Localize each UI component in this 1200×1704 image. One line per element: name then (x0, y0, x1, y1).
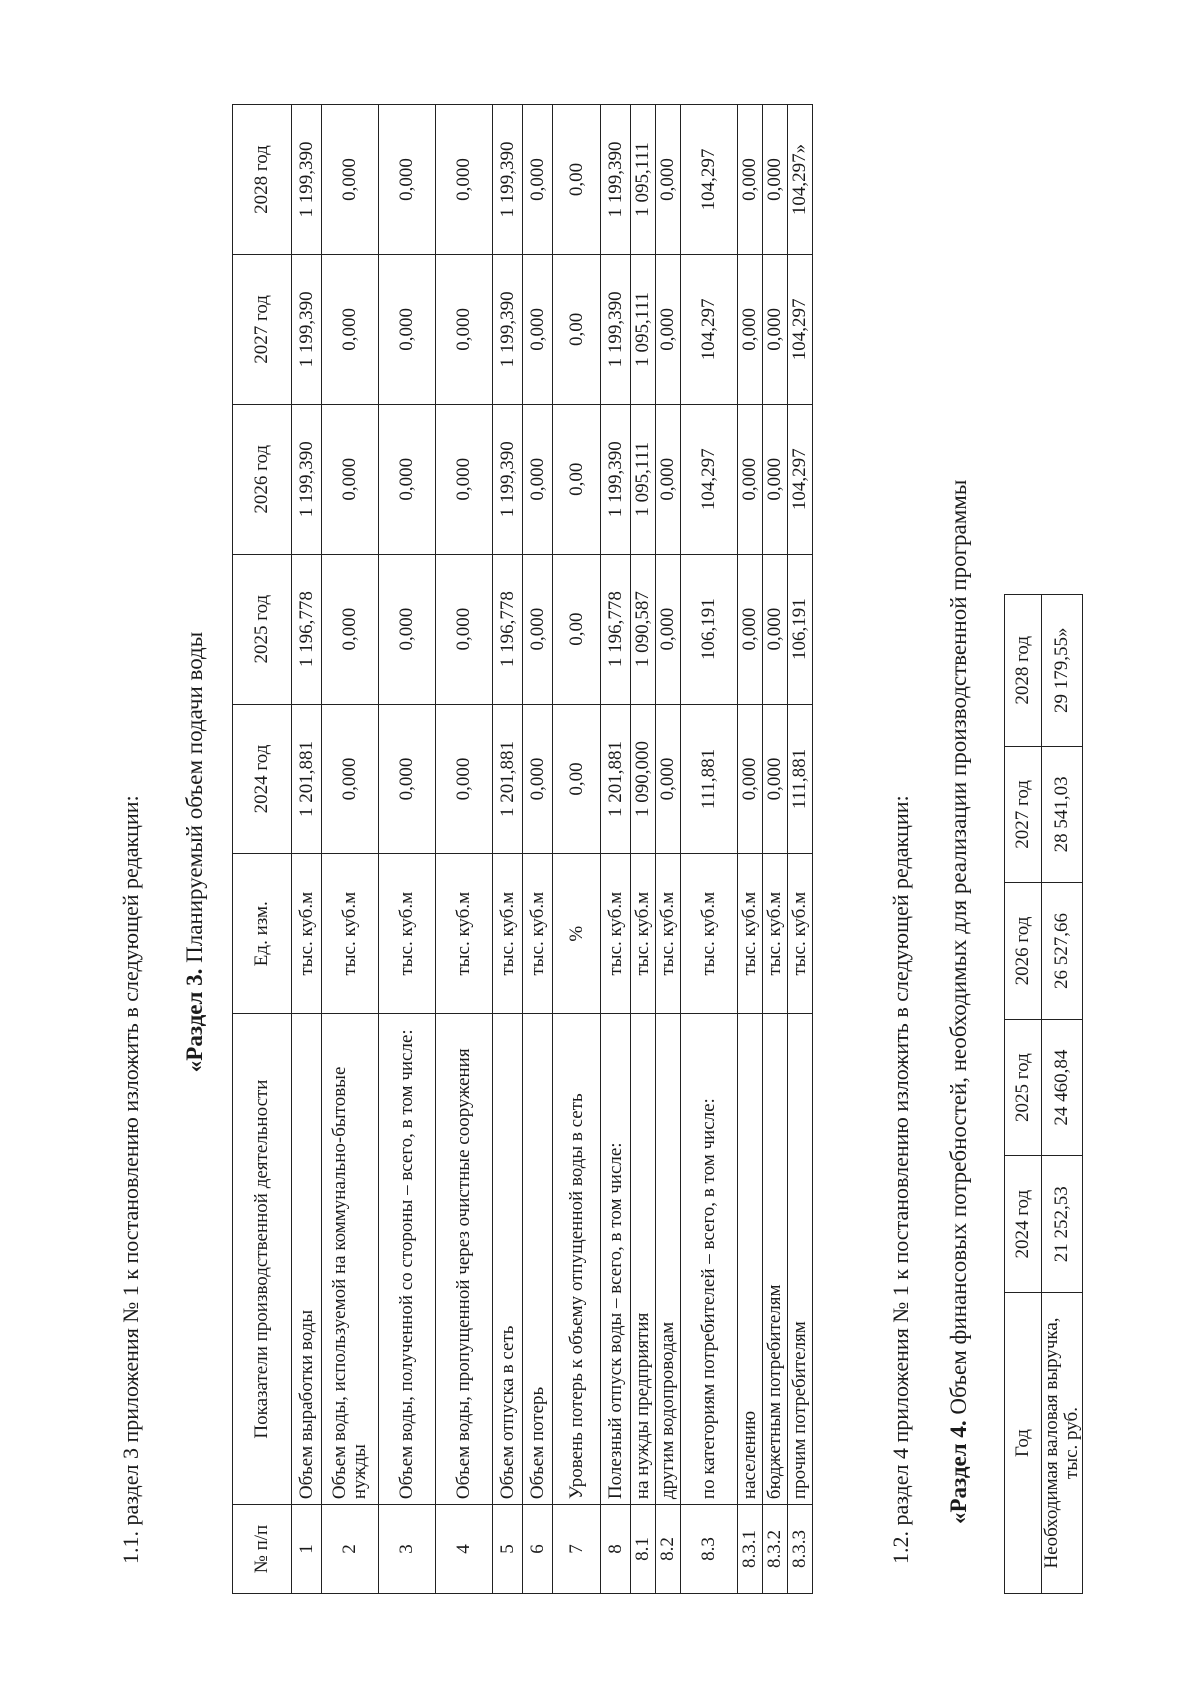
value-cell: 1 090,587 (631, 554, 656, 704)
value-cell: 104,297 (788, 404, 813, 554)
indicator-name: Объем воды, полученной со стороны – всего, в том числе: (379, 1014, 436, 1505)
section-3-title: Планируемый объем подачи воды (182, 631, 207, 969)
value-cell: 26 527,66 (1042, 883, 1083, 1020)
row-number: 6 (523, 1505, 553, 1594)
indicator-name: Полезный отпуск воды – всего, в том числе: (601, 1014, 631, 1505)
row-number: 3 (379, 1505, 436, 1594)
indicator-name: Объем воды, используемой на коммунально-бытовые нужды (322, 1014, 379, 1505)
value-cell: 106,191 (788, 554, 813, 704)
indicator-name: Объем выработки воды (292, 1014, 322, 1505)
table-row (322, 105, 379, 1594)
value-cell: 0,000 (379, 704, 436, 854)
value-cell: 0,00 (553, 554, 601, 704)
value-cell: 0,000 (523, 105, 553, 255)
table-row (681, 105, 738, 1594)
unit-cell: тыс. куб.м (523, 854, 553, 1014)
value-cell: 1 199,390 (601, 105, 631, 255)
value-cell: 0,000 (763, 254, 788, 404)
value-cell: 106,191 (681, 554, 738, 704)
value-cell: 0,000 (379, 254, 436, 404)
row-number: 4 (436, 1505, 493, 1594)
section-4-title: Объем финансовых потребностей, необходимых для реализации производственной программы (946, 479, 971, 1421)
section-3-label: «Раздел 3. (182, 968, 207, 1073)
table-header-cell: 2026 год (233, 404, 292, 554)
unit-cell: тыс. куб.м (788, 854, 813, 1014)
unit-cell: тыс. куб.м (763, 854, 788, 1014)
value-cell: 1 095,111 (631, 404, 656, 554)
indicator-name: Объем потерь (523, 1014, 553, 1505)
value-cell: 24 460,84 (1042, 1019, 1083, 1156)
table-header-row (1005, 595, 1042, 1594)
value-cell: 0,000 (523, 554, 553, 704)
indicator-name: на нужды предприятия (631, 1014, 656, 1505)
value-cell: 1 196,778 (493, 554, 523, 704)
indicator-name: по категориям потребителей – всего, в том числе: (681, 1014, 738, 1505)
value-cell: 0,000 (738, 105, 763, 255)
value-cell: 0,000 (763, 554, 788, 704)
value-cell: 0,000 (656, 704, 681, 854)
value-cell: 104,297 (681, 254, 738, 404)
value-cell: 0,000 (436, 105, 493, 255)
table-header-cell: 2028 год (1005, 595, 1042, 747)
table-header-cell: 2025 год (233, 554, 292, 704)
table-header-cell: 2027 год (233, 254, 292, 404)
table-header-cell: 2024 год (233, 704, 292, 854)
unit-cell: % (553, 854, 601, 1014)
indicator-name: другим водопроводам (656, 1014, 681, 1505)
water-supply-table (232, 104, 813, 1594)
row-number: 8.3.1 (738, 1505, 763, 1594)
value-cell: 0,000 (738, 254, 763, 404)
financial-needs-table (1004, 594, 1083, 1594)
row-number: 2 (322, 1505, 379, 1594)
value-cell: 0,000 (763, 404, 788, 554)
value-cell: 104,297 (681, 404, 738, 554)
row-number: 8.3.3 (788, 1505, 813, 1594)
row-label: Необходимая валовая выручка, тыс. руб. (1042, 1293, 1083, 1594)
section-3-heading (182, 0, 208, 1704)
value-cell: 1 199,390 (493, 404, 523, 554)
indicator-name: Объем воды, пропущенной через очистные сооружения (436, 1014, 493, 1505)
table-header-row (233, 105, 292, 1594)
value-cell: 0,000 (763, 704, 788, 854)
value-cell: 0,000 (656, 404, 681, 554)
value-cell: 0,000 (523, 254, 553, 404)
value-cell: 0,000 (738, 404, 763, 554)
table-header-cell: 2025 год (1005, 1019, 1042, 1156)
unit-cell: тыс. куб.м (738, 854, 763, 1014)
value-cell: 0,000 (322, 704, 379, 854)
value-cell: 1 090,000 (631, 704, 656, 854)
value-cell: 0,00 (553, 254, 601, 404)
table-row (1042, 595, 1083, 1594)
value-cell: 0,000 (379, 105, 436, 255)
table-header-cell: Год (1005, 1293, 1042, 1594)
value-cell: 0,000 (656, 254, 681, 404)
table-row (553, 105, 601, 1594)
value-cell: 0,00 (553, 404, 601, 554)
value-cell: 1 199,390 (292, 105, 322, 255)
unit-cell: тыс. куб.м (601, 854, 631, 1014)
unit-cell: тыс. куб.м (493, 854, 523, 1014)
value-cell: 1 196,778 (292, 554, 322, 704)
table-header-cell: 2024 год (1005, 1156, 1042, 1293)
table-row (523, 105, 553, 1594)
value-cell: 0,000 (379, 404, 436, 554)
table-row (631, 105, 656, 1594)
section-4-label: «Раздел 4. (946, 1420, 971, 1524)
value-cell: 28 541,03 (1042, 746, 1083, 883)
table-row (493, 105, 523, 1594)
value-cell: 0,000 (322, 554, 379, 704)
value-cell: 1 199,390 (292, 254, 322, 404)
table-header-cell: 2028 год (233, 105, 292, 255)
value-cell: 1 199,390 (493, 254, 523, 404)
value-cell: 104,297 (681, 105, 738, 255)
unit-cell: тыс. куб.м (379, 854, 436, 1014)
value-cell: 1 199,390 (601, 404, 631, 554)
value-cell: 0,000 (656, 105, 681, 255)
value-cell: 0,000 (523, 704, 553, 854)
value-cell: 0,000 (738, 704, 763, 854)
unit-cell: тыс. куб.м (436, 854, 493, 1014)
value-cell: 104,297» (788, 105, 813, 255)
table-row (763, 105, 788, 1594)
value-cell: 1 095,111 (631, 105, 656, 255)
table-header-cell: 2027 год (1005, 746, 1042, 883)
value-cell: 1 201,881 (601, 704, 631, 854)
value-cell: 1 199,390 (601, 254, 631, 404)
value-cell: 0,000 (763, 105, 788, 255)
table-row (738, 105, 763, 1594)
value-cell: 0,000 (322, 254, 379, 404)
intro-paragraph-1: 1.1. раздел 3 приложения № 1 к постановлению изложить в следующей редакции: (118, 795, 143, 1564)
indicator-name: прочим потребителям (788, 1014, 813, 1505)
value-cell: 1 199,390 (292, 404, 322, 554)
value-cell: 111,881 (681, 704, 738, 854)
unit-cell: тыс. куб.м (681, 854, 738, 1014)
table-header-cell: Ед. изм. (233, 854, 292, 1014)
intro-paragraph-2: 1.2. раздел 4 приложения № 1 к постановлению изложить в следующей редакции: (888, 795, 913, 1564)
value-cell: 0,000 (738, 554, 763, 704)
table-header-cell: Показатели производственной деятельности (233, 1014, 292, 1505)
unit-cell: тыс. куб.м (656, 854, 681, 1014)
row-number: 8.3.2 (763, 1505, 788, 1594)
table-row (379, 105, 436, 1594)
unit-cell: тыс. куб.м (322, 854, 379, 1014)
value-cell: 21 252,53 (1042, 1156, 1083, 1293)
value-cell: 0,000 (523, 404, 553, 554)
table-header-cell: 2026 год (1005, 883, 1042, 1020)
value-cell: 0,000 (436, 554, 493, 704)
row-number: 8.3 (681, 1505, 738, 1594)
value-cell: 1 095,111 (631, 254, 656, 404)
unit-cell: тыс. куб.м (631, 854, 656, 1014)
indicator-name: Объем отпуска в сеть (493, 1014, 523, 1505)
row-number: 5 (493, 1505, 523, 1594)
value-cell: 0,00 (553, 704, 601, 854)
value-cell: 111,881 (788, 704, 813, 854)
value-cell: 0,00 (553, 105, 601, 255)
unit-cell: тыс. куб.м (292, 854, 322, 1014)
value-cell: 1 201,881 (493, 704, 523, 854)
value-cell: 0,000 (436, 254, 493, 404)
table-row (601, 105, 631, 1594)
indicator-name: бюджетным потребителям (763, 1014, 788, 1505)
value-cell: 0,000 (379, 554, 436, 704)
row-number: 1 (292, 1505, 322, 1594)
value-cell: 29 179,55» (1042, 595, 1083, 747)
table-row (436, 105, 493, 1594)
indicator-name: Уровень потерь к объему отпущенной воды в сеть (553, 1014, 601, 1505)
value-cell: 0,000 (436, 704, 493, 854)
section-4-heading (946, 480, 972, 1524)
row-number: 8 (601, 1505, 631, 1594)
table-row (656, 105, 681, 1594)
table-row (292, 105, 322, 1594)
value-cell: 0,000 (322, 105, 379, 255)
value-cell: 1 196,778 (601, 554, 631, 704)
row-number: 8.2 (656, 1505, 681, 1594)
table-header-cell: № п/п (233, 1505, 292, 1594)
value-cell: 0,000 (322, 404, 379, 554)
row-number: 7 (553, 1505, 601, 1594)
value-cell: 1 201,881 (292, 704, 322, 854)
value-cell: 0,000 (656, 554, 681, 704)
value-cell: 0,000 (436, 404, 493, 554)
indicator-name: населению (738, 1014, 763, 1505)
table-row (788, 105, 813, 1594)
value-cell: 1 199,390 (493, 105, 523, 255)
value-cell: 104,297 (788, 254, 813, 404)
row-number: 8.1 (631, 1505, 656, 1594)
